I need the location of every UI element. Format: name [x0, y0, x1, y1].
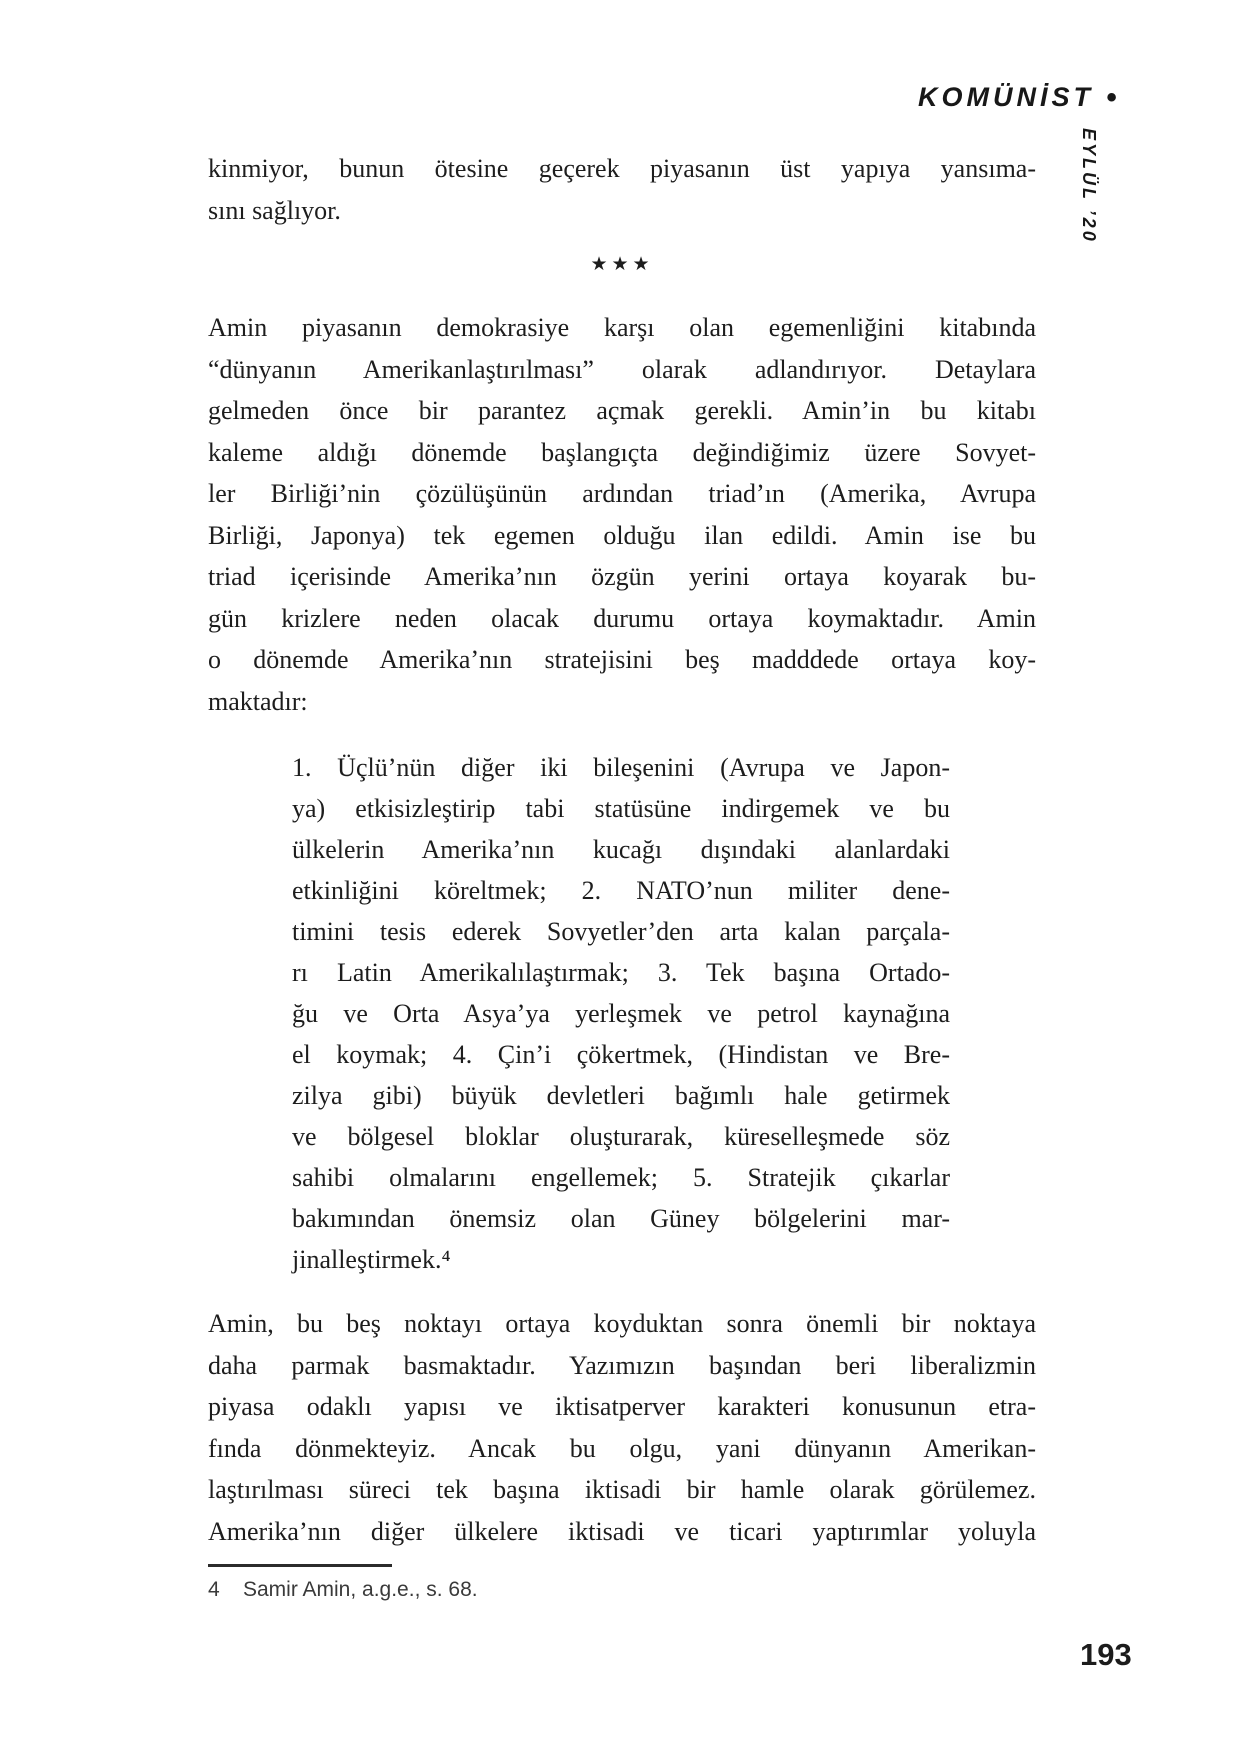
text-line: jinalleştirmek.⁴: [292, 1245, 451, 1274]
text-line: el koymak; 4. Çin’i çökertmek, (Hindistan ve Bre-: [292, 1040, 950, 1069]
page-number: 193: [1080, 1637, 1132, 1672]
footnote-marker: 4: [208, 1578, 220, 1601]
text-line: o dönemde Amerika’nın stratejisini beş madddede ortaya koy-: [208, 645, 1036, 674]
text-line: Amerika’nın diğer ülkelere iktisadi ve ticari yaptırımlar yoluyla: [208, 1516, 1036, 1546]
text-line: ülkelerin Amerika’nın kucağı dışındaki alanlardaki: [292, 835, 950, 864]
text-column: [208, 148, 1036, 1603]
text-line: Amin, bu beş noktayı ortaya koyduktan sonra önemli bir noktaya: [208, 1309, 1036, 1338]
text-line: ğu ve Orta Asya’ya yerleşmek ve petrol kaynağına: [292, 999, 950, 1028]
footnote-text: Samir Amin, a.g.e., s. 68.: [243, 1578, 478, 1601]
footnote-divider: [208, 1564, 392, 1567]
text-line: etkinliğini köreltmek; 2. NATO’nun militer dene-: [292, 876, 950, 905]
text-line: sını sağlıyor.: [208, 195, 341, 225]
paragraph-main: [208, 307, 1036, 722]
footnote: [208, 1577, 1036, 1603]
blockquote-five-points: [292, 747, 950, 1280]
text-line: sahibi olmalarını engellemek; 5. Stratejik çıkarlar: [292, 1163, 950, 1192]
footnote-area: [208, 1564, 1036, 1603]
text-line: ler Birliği’nin çözülüşünün ardından triad’ın (Amerika, Avrupa: [208, 479, 1036, 508]
section-separator-stars-icon: ★★★: [590, 253, 654, 275]
text-line: rı Latin Amerikalılaştırmak; 3. Tek başına Ortado-: [292, 958, 950, 987]
text-line: ya) etkisizleştirip tabi statüsüne indirgemek ve bu: [292, 794, 950, 823]
text-line: laştırılması süreci tek başına iktisadi bir hamle olarak görülemez.: [208, 1475, 1036, 1504]
text-line: bakımından önemsiz olan Güney bölgelerini mar-: [292, 1204, 950, 1233]
text-line: gün krizlere neden olacak durumu ortaya koymaktadır. Amin: [208, 603, 1036, 633]
text-line: 1. Üçlü’nün diğer iki bileşenini (Avrupa ve Japon-: [292, 753, 950, 782]
text-line: Birliği, Japonya) tek egemen olduğu ilan edildi. Amin ise bu: [208, 520, 1036, 550]
header-bullet-icon: •: [1106, 80, 1117, 114]
text-line: timini tesis ederek Sovyetler’den arta kalan parçala-: [292, 917, 950, 946]
text-line: gelmeden önce bir parantez açmak gerekli. Amin’in bu kitabı: [208, 396, 1036, 425]
journal-title: KOMÜNİST: [918, 82, 1094, 112]
text-line: zilya gibi) büyük devletleri bağımlı hale getirmek: [292, 1081, 950, 1110]
text-line: triad içerisinde Amerika’nın özgün yerini ortaya koyarak bu-: [208, 562, 1036, 591]
text-line: maktadır:: [208, 686, 308, 716]
text-line: fında dönmekteyiz. Ancak bu olgu, yani dünyanın Amerikan-: [208, 1433, 1036, 1463]
text-line: kaleme aldığı dönemde başlangıçta değindiğimiz üzere Sovyet-: [208, 437, 1036, 467]
text-line: kinmiyor, bunun ötesine geçerek piyasanın üst yapıya yansıma-: [208, 154, 1036, 183]
text-line: daha parmak basmaktadır. Yazımızın başından beri liberalizmin: [208, 1350, 1036, 1380]
text-line: “dünyanın Amerikanlaştırılması” olarak adlandırıyor. Detaylara: [208, 354, 1036, 384]
text-line: piyasa odaklı yapısı ve iktisatperver karakteri konusunun etra-: [208, 1392, 1036, 1421]
issue-date-vertical: EYLÜL ’20: [1079, 128, 1099, 244]
paragraph-continuation: [208, 148, 1036, 231]
paragraph-closing: [208, 1303, 1036, 1552]
text-line: Amin piyasanın demokrasiye karşı olan egemenliğini kitabında: [208, 313, 1036, 342]
running-head: [918, 82, 1117, 113]
text-line: ve bölgesel bloklar oluşturarak, küreselleşmede söz: [292, 1122, 950, 1151]
